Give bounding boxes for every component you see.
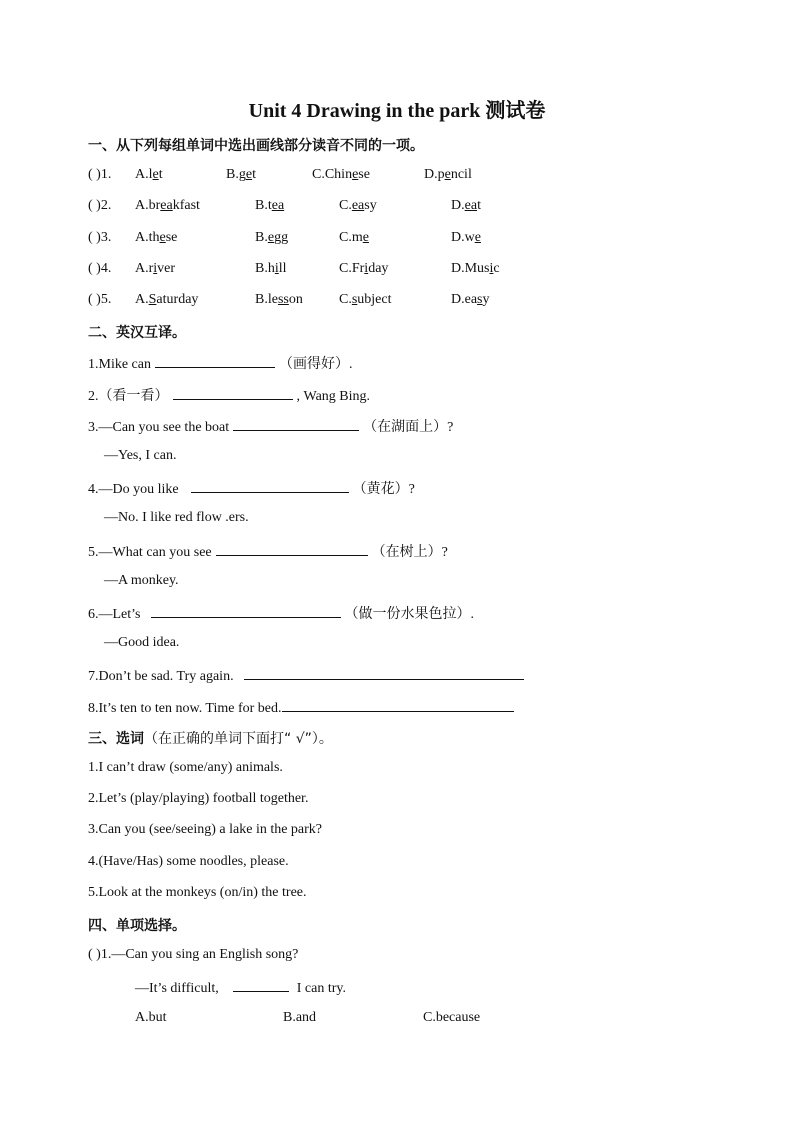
answer-blank[interactable]	[151, 603, 341, 618]
choice-item-5: 5.Look at the monkeys (on/in) the tree.	[88, 885, 307, 900]
option-b: B.get	[226, 167, 256, 182]
option-d: D.easy	[451, 292, 490, 307]
mc-option-c: C.because	[423, 1010, 481, 1025]
row-4-number: ( )4.	[88, 261, 112, 276]
translation-item-3: 3.—Can you see the boat （在湖面上）?	[88, 416, 453, 437]
row-2-number: ( )2.	[88, 198, 112, 213]
answer-blank[interactable]	[233, 977, 289, 992]
answer-blank[interactable]	[282, 697, 514, 712]
translation-reply-4: —No. I like red flow .ers.	[104, 510, 249, 525]
mc-question-1: ( )1.—Can you sing an English song?	[88, 947, 299, 962]
option-a: A.breakfast	[135, 198, 200, 213]
option-d: D.we	[451, 230, 481, 245]
row-5-number: ( )5.	[88, 292, 112, 307]
option-b: B.egg	[255, 230, 289, 245]
option-b: B.tea	[255, 198, 285, 213]
option-b: B.hill	[255, 261, 287, 276]
row-3-number: ( )3.	[88, 230, 112, 245]
answer-blank[interactable]	[216, 541, 368, 556]
translation-item-5: 5.—What can you see （在树上）?	[88, 541, 448, 562]
translation-item-1: 1.Mike can （画得好）.	[88, 353, 352, 374]
option-b: B.lesson	[255, 292, 303, 307]
choice-item-1: 1.I can’t draw (some/any) animals.	[88, 760, 283, 775]
section-3-heading: 三、选词（在正确的单词下面打“ √”）。	[88, 731, 333, 747]
choice-item-3: 3.Can you (see/seeing) a lake in the park?	[88, 822, 323, 837]
translation-reply-3: —Yes, I can.	[104, 448, 177, 463]
option-c: C.Friday	[339, 261, 389, 276]
section-4-heading: 四、单项选择。	[88, 918, 186, 934]
translation-reply-6: —Good idea.	[104, 635, 180, 650]
page-title: Unit 4 Drawing in the park 测试卷	[248, 100, 546, 122]
option-d: D.pencil	[424, 167, 472, 182]
section-1-heading: 一、从下列每组单词中选出画线部分读音不同的一项。	[88, 138, 424, 154]
mc-option-b: B.and	[283, 1010, 317, 1025]
answer-blank[interactable]	[191, 478, 349, 493]
option-d: D.Music	[451, 261, 500, 276]
option-a: A.let	[135, 167, 163, 182]
translation-item-2: 2.（看一看） , Wang Bing.	[88, 385, 370, 406]
answer-blank[interactable]	[173, 385, 293, 400]
option-c: C.subject	[339, 292, 392, 307]
option-a: A.river	[135, 261, 176, 276]
option-a: A.Saturday	[135, 292, 199, 307]
answer-blank[interactable]	[233, 416, 359, 431]
translation-item-7: 7.Don’t be sad. Try again.	[88, 665, 528, 686]
choice-item-4: 4.(Have/Has) some noodles, please.	[88, 854, 289, 869]
option-c: C.easy	[339, 198, 377, 213]
choice-item-2: 2.Let’s (play/playing) football together.	[88, 791, 309, 806]
option-c: C.me	[339, 230, 369, 245]
row-1-number: ( )1.	[88, 167, 112, 182]
translation-item-8: 8.It’s ten to ten now. Time for bed.	[88, 697, 518, 718]
option-c: C.Chinese	[312, 167, 370, 182]
answer-blank[interactable]	[244, 665, 524, 680]
option-a: A.these	[135, 230, 178, 245]
mc-question-1-line-2: —It’s difficult, I can try.	[135, 977, 346, 998]
section-2-heading: 二、英汉互译。	[88, 325, 186, 341]
mc-option-a: A.but	[135, 1010, 167, 1025]
translation-reply-5: —A monkey.	[104, 573, 179, 588]
option-d: D.eat	[451, 198, 481, 213]
translation-item-6: 6.—Let’s （做一份水果色拉）.	[88, 603, 474, 624]
translation-item-4: 4.—Do you like （黄花）?	[88, 478, 415, 499]
answer-blank[interactable]	[155, 353, 275, 368]
